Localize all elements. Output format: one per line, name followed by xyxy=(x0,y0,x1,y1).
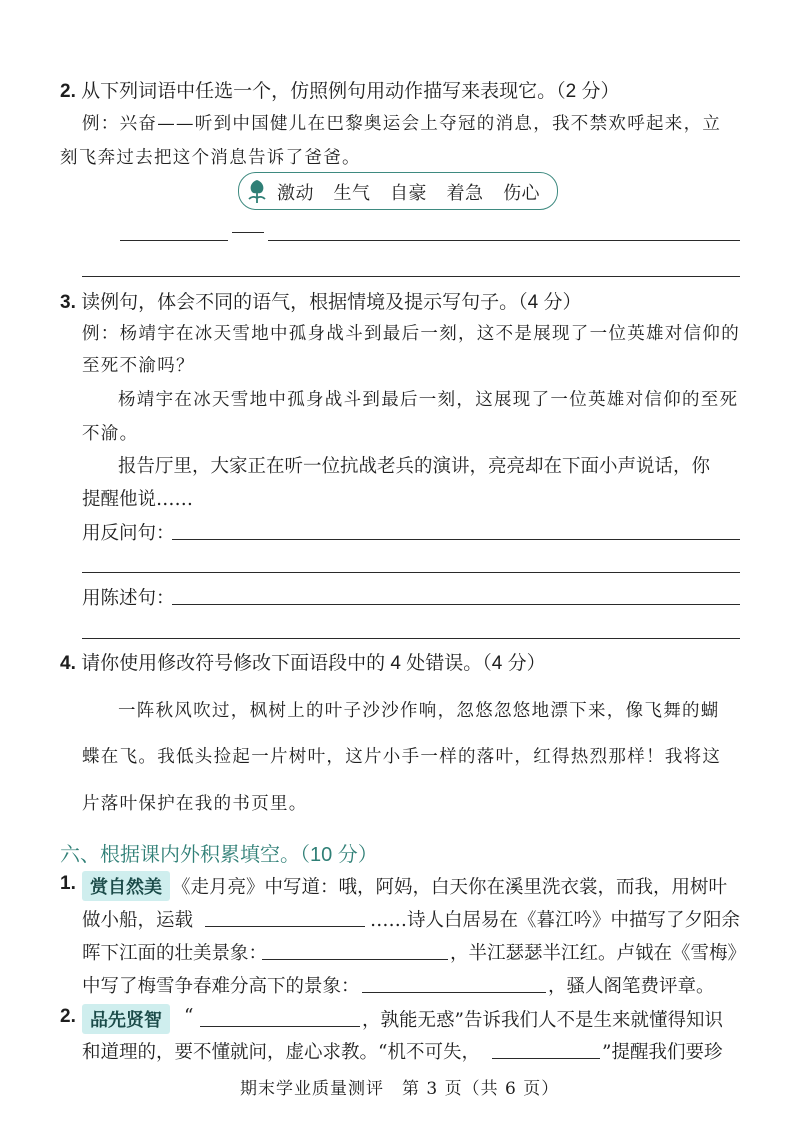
fill-line: 中写了梅雪争春难分高下的景象： xyxy=(82,976,360,997)
rhetorical-label: 用反问句： xyxy=(82,523,175,544)
example-line: 刻飞奔过去把这个消息告诉了爸爸。 xyxy=(60,148,361,168)
fill-line: ……诗人白居易在《暮江吟》中描写了夕阳余 xyxy=(370,910,741,931)
fill-blank[interactable] xyxy=(200,1026,360,1027)
answer-line[interactable] xyxy=(82,638,740,639)
answer-line[interactable] xyxy=(172,539,740,540)
paragraph-line: 片落叶保护在我的书页里。 xyxy=(82,794,308,814)
word-list xyxy=(277,179,540,205)
fill-line: 做小船，运载 xyxy=(82,910,194,931)
fill-blank[interactable] xyxy=(262,959,448,960)
page-footer: 期末学业质量测评 第 3 页（共 6 页） xyxy=(240,1079,560,1099)
fill-line: 《走月亮》中写道：哦，阿妈，白天你在溪里洗衣裳，而我，用树叶 xyxy=(172,877,728,898)
fill-line: ”提醒我们要珍 xyxy=(602,1042,723,1063)
fill-blank[interactable] xyxy=(492,1058,600,1059)
question-number: 2. xyxy=(60,1006,76,1027)
answer-line[interactable] xyxy=(82,276,740,277)
fill-line: “ xyxy=(184,1006,194,1027)
paragraph-line: 一阵秋风吹过，枫树上的叶子沙沙作响，忽悠忽悠地漂下来，像飞舞的蝴 xyxy=(118,701,720,721)
fill-blank[interactable] xyxy=(362,992,546,993)
example-line: 不渝。 xyxy=(82,424,139,444)
dash-line xyxy=(232,232,264,233)
word-item: 激动 xyxy=(277,183,314,203)
fill-line: ，半江瑟瑟半江红。卢钺在《雪梅》 xyxy=(450,943,747,964)
answer-blank-word[interactable] xyxy=(120,240,228,241)
answer-line[interactable] xyxy=(172,604,740,605)
question-number: 3. xyxy=(60,292,76,313)
question-number: 4. xyxy=(60,653,76,674)
word-item: 生气 xyxy=(333,183,371,203)
category-tag: 赏自然美 xyxy=(82,871,170,901)
fill-blank[interactable] xyxy=(205,926,365,927)
word-item: 伤心 xyxy=(503,183,541,203)
scenario-line: 报告厅里，大家正在听一位抗战老兵的演讲，亮亮却在下面小声说话，你 xyxy=(118,456,711,477)
fill-line: ，孰能无惑”告诉我们人不是生来就懂得知识 xyxy=(362,1010,723,1031)
answer-line[interactable] xyxy=(268,240,740,241)
fill-line: 和道理的，要不懂就问，虚心求教。“机不可失， xyxy=(82,1042,480,1063)
question-4-prompt xyxy=(60,648,546,675)
example-line: 至死不渝吗？ xyxy=(82,356,195,376)
question-text: 请你使用修改符号修改下面语段中的 4 处错误。（4 分） xyxy=(81,653,546,674)
word-item: 自豪 xyxy=(390,183,428,203)
answer-line[interactable] xyxy=(82,572,740,573)
question-number: 1. xyxy=(60,873,76,894)
declarative-label: 用陈述句： xyxy=(82,588,175,609)
paragraph-line: 蝶在飞。我低头捡起一片树叶，这片小手一样的落叶，红得热烈那样！我将这 xyxy=(82,747,722,767)
fill-line: ，骚人阁笔费评章。 xyxy=(548,976,715,997)
leaf-icon xyxy=(245,178,269,204)
category-tag: 品先贤智 xyxy=(82,1004,170,1034)
scenario-line: 提醒他说…… xyxy=(82,489,194,510)
question-3-prompt xyxy=(60,287,582,314)
example-line: 杨靖宇在冰天雪地中孤身战斗到最后一刻，这展现了一位英雄对信仰的至死 xyxy=(118,390,739,410)
word-item: 着急 xyxy=(446,183,484,203)
question-2-prompt xyxy=(60,76,620,103)
fill-line: 晖下江面的壮美景象： xyxy=(82,943,268,964)
word-bank xyxy=(238,172,558,210)
section-title: 六、根据课内外积累填空。（10 分） xyxy=(60,844,378,866)
question-text: 从下列词语中任选一个，仿照例句用动作描写来表现它。（2 分） xyxy=(81,81,620,102)
question-text: 读例句，体会不同的语气，根据情境及提示写句子。（4 分） xyxy=(81,292,582,313)
example-line: 例：杨靖宇在冰天雪地中孤身战斗到最后一刻，这不是展现了一位英雄对信仰的 xyxy=(82,324,740,344)
question-number: 2. xyxy=(60,81,76,102)
example-line: 例：兴奋——听到中国健儿在巴黎奥运会上夺冠的消息，我不禁欢呼起来，立 xyxy=(82,114,722,134)
